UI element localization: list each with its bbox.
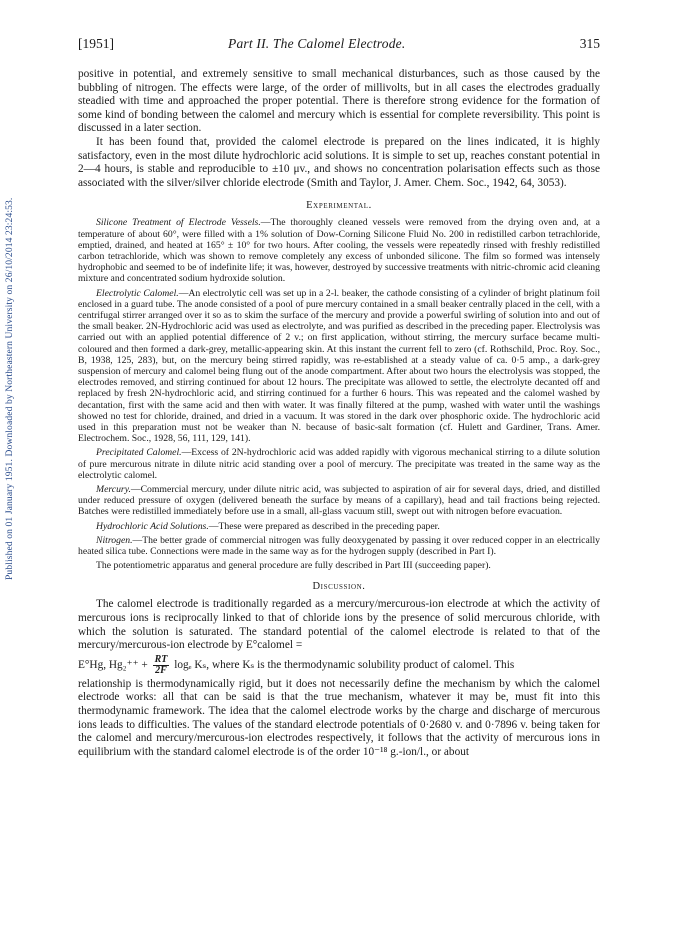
equation-rest: logₑ Kₛ, where Kₛ is the thermodynamic solubility product of calomel. This bbox=[174, 658, 515, 671]
equation-lhs: E°Hg, Hg₂⁺⁺ + bbox=[78, 658, 148, 671]
paragraph-text: —Excess of 2N-hydrochloric acid was added rapidly with vigorous mechanical stirring to a dilute solution of pure mercurous nitrate in dilute nitric acid standing over a pool of mercury. The precipitate was treated in the same way as the electrolytic calomel. bbox=[78, 447, 601, 481]
download-notice: Published on 01 January 1951. Downloaded by Northeastern University on 26/10/2014 23:24:53. bbox=[4, 197, 15, 580]
paragraph-title: Hydrochloric Acid Solutions. bbox=[96, 520, 209, 532]
header-title: Part II. The Calomel Electrode. bbox=[228, 36, 406, 51]
intro-paragraph-2: It has been found that, provided the calomel electrode is prepared on the lines indicated, it is highly satisfactory, even in the most dilute hydrochloric acid solutions. It is simple to set up, reaches constant potential in 2—4 hours, is stable and reproducible to ±10 μv., and shows no concentration polarisation effects such as those associated with the silver/silver chloride electrode (Smith and Taylor, J. Amer. Chem. Soc., 1942, 64, 3053). bbox=[78, 135, 600, 189]
paragraph-text: —These were prepared as described in the preceding paper. bbox=[208, 520, 440, 532]
paragraph-text: The potentiometric apparatus and general procedure are fully described in Part III (succeeding paper). bbox=[96, 560, 491, 572]
fraction-denominator: 2F bbox=[155, 664, 167, 676]
article-body bbox=[78, 68, 600, 759]
fraction-numerator: RT bbox=[154, 653, 168, 665]
paragraph-title: Electrolytic Calomel. bbox=[96, 287, 179, 299]
paragraph-text: —The better grade of commercial nitrogen was fully deoxygenated by passing it over reduced copper in an electrically heated silica tube. Connections were made in the same way as for the hydrogen supply (described in Part I). bbox=[78, 534, 600, 558]
discussion-paragraph-2: relationship is thermodynamically rigid, but it does not necessarily define the mechanism by which the calomel electrode works: all that can be said is that the true mechanism, whatever it may be, must fit into this thermodynamic framework. The idea that the calomel electrode works by the charge and discharge of mercurous ions leads to difficulties. The values of the standard electrode potentials of 0·2680 v. and 0·7896 v. being taken for the calomel and mercury/mercurous-ion electrodes respectively, it follows that the activity of mercurous ions in equilibrium with the standard calomel electrode is of the order 10⁻¹⁸ g.-ion/l., or about bbox=[78, 677, 600, 758]
experimental-paragraph bbox=[78, 217, 600, 284]
header-page-number: 315 bbox=[579, 36, 600, 51]
paragraph-text: —Commercial mercury, under dilute nitric acid, was subjected to aspiration of air for several days, dried, and distilled under reduced pressure of oxygen (delivered beneath the surface by means of a capillary), head and tail fractions being rejected. Batches were redistilled immediately before use in a small, all-glass vacuum still, swept out with nitrogen before evacuation. bbox=[78, 484, 600, 518]
experimental-heading: Experimental. bbox=[306, 200, 372, 212]
experimental-paragraph bbox=[78, 521, 600, 532]
paragraph-text: —The thoroughly cleaned vessels were removed from the drying oven and, at a temperature of about 60°, were filled with a 1% solution of Dow-Corning Silicone Fluid No. 200 in redistilled carbon tetrachloride, emptied, drained, and heated at 165° ± 10° for two hours. After cooling, the vessels were repeatedly rinsed with freshly redistilled carbon tetrachloride, which was shown to remove completely any excess of unbonded silicone. The film so formed was intensely hydrophobic and seemed to be of indefinite life; it was, however, destroyed by successive treatments with nitric-chromic acid cleaning mixture and concentrated sodium hydroxide solution. bbox=[78, 217, 600, 285]
experimental-paragraph bbox=[78, 447, 600, 481]
experimental-paragraph bbox=[78, 535, 600, 557]
header-year: [1951] bbox=[78, 36, 114, 51]
paragraph-text: —An electrolytic cell was set up in a 2-l. beaker, the cathode consisting of a cylinder of bright platinum foil enclosed in a guard tube. The anode consisted of a pool of pure mercury contained in a small beaker centrally placed in the cell, with a centrifugal stirrer arranged over it so as to skim the surface of the mercury and provide a powerful swirling of solution into and out of the small beaker. 2N-Hydrochloric acid was used as electrolyte, and was purified as described in the preceding paper. Electrolysis was carried out with an applied potential difference of 2 v.; on first application, without stirring, the mercury surface became multi-coloured and then formed a dark-grey, metallic-appearing skin. At this instant the current fell to zero (cf. Rothschild, Proc. Roy. Soc., B, 1938, 125, 283), but, on the mercury being stirred rapidly, was re-established at a steady value of ca. 0·5 amp., a dark-grey suspension of mercury and calomel being flung out of the anode compartment. After about two hours the electrolysis was stopped, the electrodes removed, and stirring continued for about 12 hours. The precipitate was allowed to settle, the electrolyte decanted off and replaced by fresh 2N-hydrochloric acid, and stirring continued for a further 6 hours. This was repeated and the calomel washed by decantation, first with the same acid and then with water. It was finally filtered at the pump, washed with water until the washings showed no test for chloride, drained, and dried in a vacuum. It was stored in the dark over phosphoric oxide. The hydrochloric acid used in this preparation must not be weaker than N. because of basic-salt formation (cf. Hulett and Gardiner, Trans. Amer. Electrochem. Soc., 1928, 56, 111, 129, 141). bbox=[78, 287, 601, 445]
paragraph-title: Mercury. bbox=[96, 484, 131, 496]
discussion-heading: Discussion. bbox=[312, 581, 366, 593]
equation-line bbox=[78, 655, 600, 676]
paragraph-title: Silicone Treatment of Electrode Vessels. bbox=[96, 217, 261, 229]
experimental-paragraph bbox=[78, 484, 600, 518]
intro-paragraph-1: positive in potential, and extremely sensitive to small mechanical disturbances, such as those caused by the bubbling of nitrogen. The effects were large, of the order of millivolts, but in all cases the electrodes gradually steadied with time and approached the proper potential. There is therefore strong evidence for the formation of some kind of bonding between the calomel and mercury which is essential for complete reversibility. This point is discussed in a later section. bbox=[78, 68, 600, 135]
discussion-paragraph-1: The calomel electrode is traditionally regarded as a mercury/mercurous-ion electrode at which the activity of mercurous ions is reciprocally linked to that of chloride ions by the presence of solid mercurous chloride, with which the solution is saturated. The standard potential of the calomel electrode is related to that of the mercury/mercurous-ion electrode by E°calomel = bbox=[78, 598, 600, 652]
paragraph-title: Nitrogen. bbox=[96, 534, 133, 546]
rt-over-2f-fraction bbox=[153, 655, 170, 676]
running-header bbox=[78, 36, 600, 52]
experimental-paragraph bbox=[78, 560, 600, 571]
experimental-paragraph bbox=[78, 288, 600, 445]
download-notice-sidebar bbox=[0, 0, 22, 936]
paragraph-title: Precipitated Calomel. bbox=[96, 447, 182, 459]
